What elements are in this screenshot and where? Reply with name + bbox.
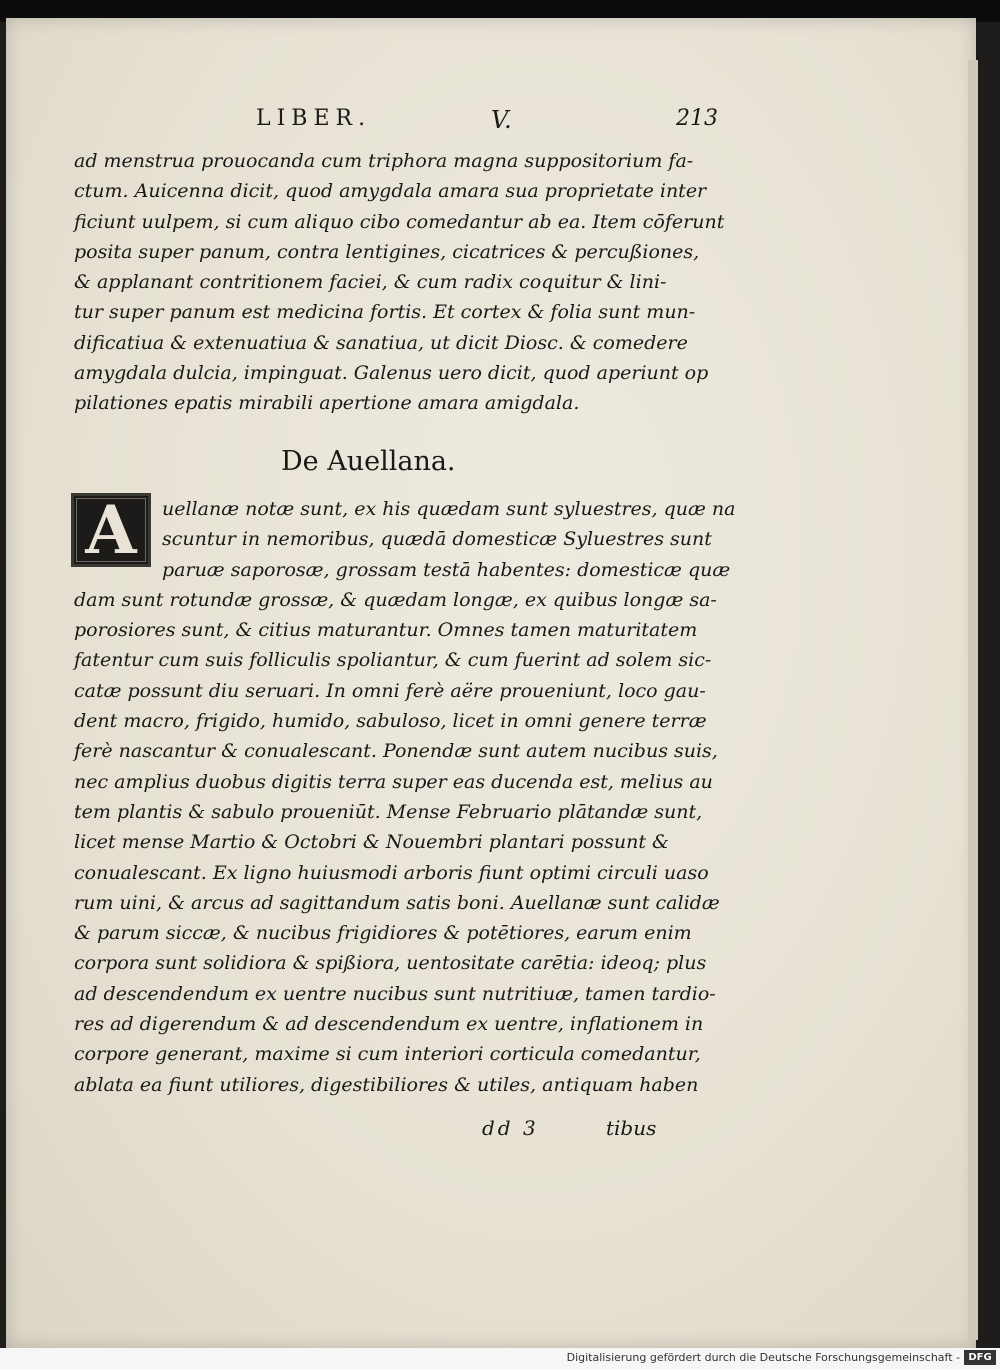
text-line: tem plantis & sabulo proueniūt. Mense Februario plātandæ sunt,: [74, 800, 703, 823]
text-line: ficiunt uulpem, si cum aliquo cibo comedantur ab ea. Item cōferunt: [74, 210, 725, 233]
text-line: tur super panum est medicina fortis. Et cortex & folia sunt mun-: [74, 301, 696, 324]
dfg-logo: DFG: [964, 1350, 996, 1365]
previous-section-text: [74, 146, 725, 419]
running-head-book-number: V.: [491, 106, 512, 134]
text-line: ad menstrua prouocanda cum triphora magna suppositorium fa-: [74, 150, 694, 172]
text-line: scuntur in nemoribus, quædā domesticæ Syluestres sunt: [162, 528, 712, 551]
running-head: [6, 106, 976, 146]
text-line: dent macro, frigido, humido, sabuloso, licet in omni genere terræ: [74, 710, 707, 733]
catchword: tibus: [606, 1116, 657, 1140]
text-line: ablata ea fiunt utiliores, digestibiliores & utiles, antiquam haben: [74, 1073, 699, 1096]
credit-text: Digitalisierung gefördert durch die Deutsche Forschungsgemeinschaft -: [566, 1351, 960, 1364]
text-line: & parum siccæ, & nucibus frigidiores & potētiores, earum enim: [74, 922, 692, 945]
text-line: amygdala dulcia, impinguat. Galenus uero dicit, quod aperiunt op: [74, 362, 709, 385]
book-page: [6, 18, 976, 1348]
credit-bar: [0, 1348, 1000, 1369]
text-line: posita super panum, contra lentigines, cicatrices & percußiones,: [74, 240, 700, 263]
text-line: paruæ saporosæ, grossam testā habentes: domesticæ quæ: [162, 558, 731, 581]
page-number: 213: [676, 106, 718, 131]
page-edge: [968, 60, 978, 1340]
text-line: res ad digerendum & ad descendendum ex uentre, inflationem in: [74, 1013, 704, 1036]
text-line: licet mense Martio & Octobri & Nouembri plantari possunt &: [74, 831, 669, 854]
text-line: pilationes epatis mirabili apertione amara amigdala.: [74, 392, 580, 415]
section-heading: De Auellana.: [281, 446, 456, 477]
text-line: dam sunt rotundæ grossæ, & quædam longæ, ex quibus longæ sa-: [74, 588, 717, 611]
running-head-liber: LIBER.: [256, 106, 372, 131]
text-line: dificatiua & extenuatiua & sanatiua, ut dicit Diosc. & comedere: [74, 331, 688, 354]
text-line: corpora sunt solidiora & spißiora, uentositate carētia: ideoq; plus: [74, 952, 707, 975]
signature-mark: dd 3: [482, 1116, 539, 1140]
text-line: nec amplius duobus digitis terra super eas ducenda est, melius au: [74, 770, 713, 793]
text-line: ctum. Auicenna dicit, quod amygdala amara sua proprietate inter: [74, 180, 707, 203]
text-line: fatentur cum suis folliculis spoliantur, & cum fuerint ad solem sic-: [74, 649, 712, 672]
text-line: catæ possunt diu seruari. In omni ferè aëre proueniunt, loco gau-: [74, 679, 706, 702]
decorated-initial: A: [71, 493, 151, 567]
page-footer: [6, 1116, 976, 1146]
text-line: conualescant. Ex ligno huiusmodi arboris fiunt optimi circuli uaso: [74, 861, 709, 884]
text-line: corpore generant, maxime si cum interiori corticula comedantur,: [74, 1043, 701, 1066]
text-line: & applanant contritionem faciei, & cum radix coquitur & lini-: [74, 271, 667, 294]
text-line: ad descendendum ex uentre nucibus sunt nutritiuæ, tamen tardio-: [74, 982, 716, 1005]
text-line: rum uini, & arcus ad sagittandum satis boni. Auellanæ sunt calidæ: [74, 891, 720, 914]
text-line: uellanæ notæ sunt, ex his quædam sunt syluestres, quæ na: [162, 498, 736, 520]
text-line: porosiores sunt, & citius maturantur. Omnes tamen maturitatem: [74, 619, 698, 642]
text-line: ferè nascantur & conualescant. Ponendæ sunt autem nucibus suis,: [74, 740, 718, 763]
section-body-text: [74, 494, 736, 1100]
